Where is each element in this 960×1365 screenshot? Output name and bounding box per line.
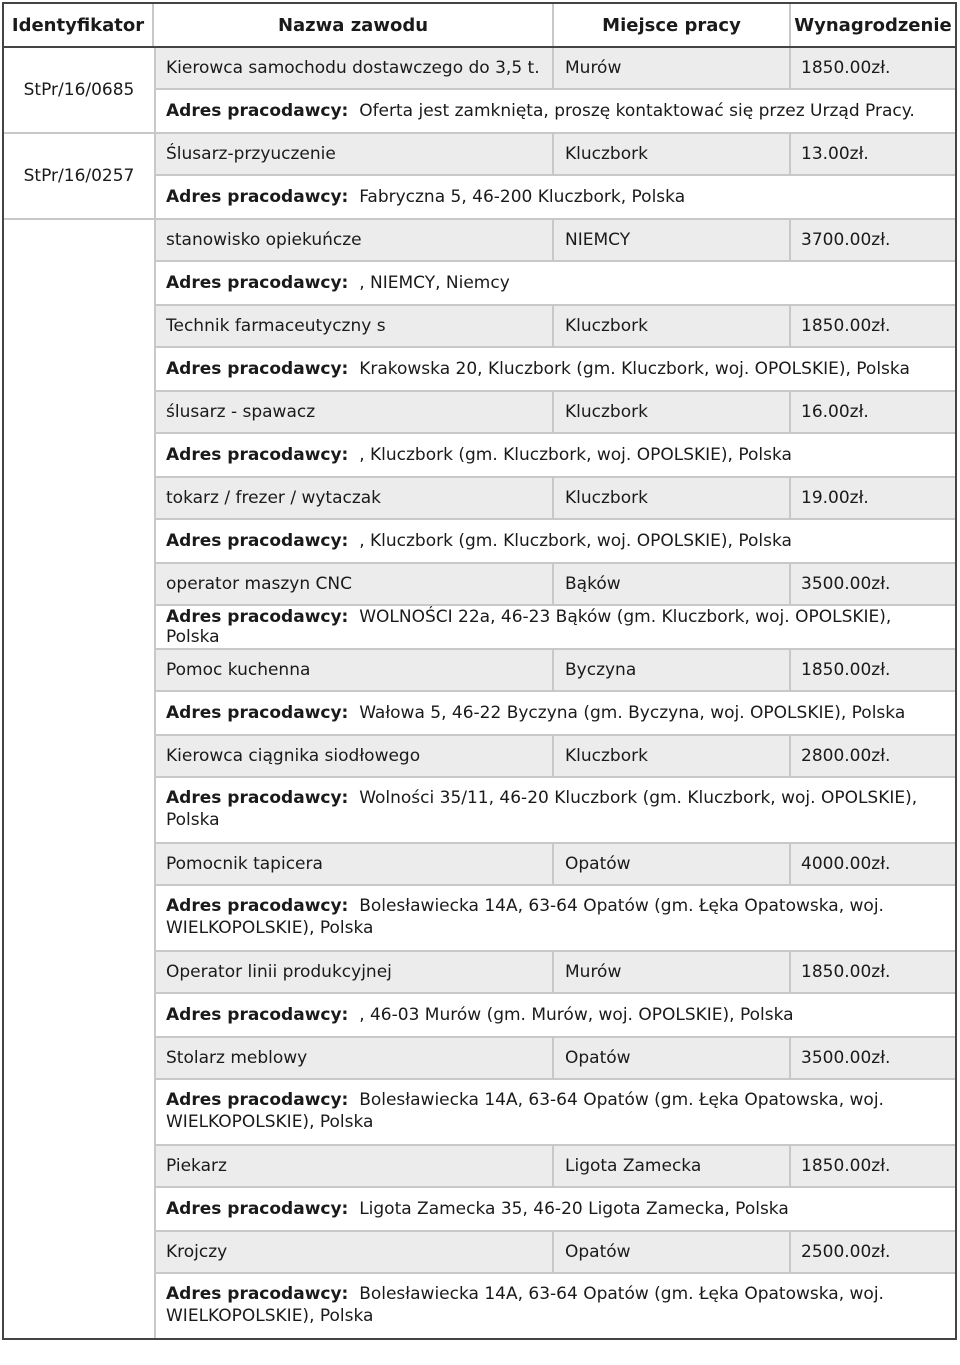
table-row: [156, 844, 955, 886]
offer-entry: [156, 392, 955, 478]
job-salary: 3500.00zł.: [801, 574, 891, 594]
employer-address: [166, 531, 792, 551]
employer-address-row: [156, 606, 955, 648]
offer-entry: [156, 478, 955, 564]
employer-address: [166, 607, 945, 647]
job-salary: 13.00zł.: [801, 144, 869, 164]
offer-entry: [156, 564, 955, 650]
offer-entry: [156, 134, 955, 218]
offer-entry: [156, 952, 955, 1038]
employer-address-text: Ligota Zamecka 35, 46-20 Ligota Zamecka, Polska: [359, 1199, 789, 1219]
offer-identifier: StPr/16/0257: [4, 134, 156, 218]
offer-group-body: [156, 134, 955, 218]
job-name: Krojczy: [156, 1232, 554, 1272]
employer-address: [166, 273, 510, 293]
job-workplace: Murów: [554, 48, 791, 88]
job-workplace: Opatów: [554, 1038, 791, 1078]
offer-entry: [156, 1232, 955, 1338]
employer-address-row: [156, 994, 955, 1036]
header-salary: Wynagrodzenie: [794, 14, 952, 36]
employer-address-label: Adres pracodawcy:: [166, 187, 349, 207]
table-row: [156, 220, 955, 262]
header-job-name: Nazwa zawodu: [154, 4, 554, 46]
employer-address-label: Adres pracodawcy:: [166, 1090, 349, 1110]
offer-entry: [156, 48, 955, 132]
table-row: [156, 1232, 955, 1274]
employer-address-row: [156, 886, 955, 950]
employer-address-label: Adres pracodawcy:: [166, 273, 349, 293]
employer-address-label: Adres pracodawcy:: [166, 703, 349, 723]
offer-group-body: [156, 48, 955, 132]
offer-entry: [156, 1146, 955, 1232]
job-workplace: Kluczbork: [554, 306, 791, 346]
job-name: Pomocnik tapicera: [156, 844, 554, 884]
employer-address: [166, 359, 910, 379]
table-row: [156, 1038, 955, 1080]
offer-entry: [156, 220, 955, 306]
employer-address: [166, 187, 685, 207]
table-row: [156, 48, 955, 90]
job-salary: 2800.00zł.: [801, 746, 891, 766]
employer-address-label: Adres pracodawcy:: [166, 531, 349, 551]
employer-address-text: , Kluczbork (gm. Kluczbork, woj. OPOLSKIE), Polska: [359, 531, 792, 551]
table-row: [156, 134, 955, 176]
job-workplace: Kluczbork: [554, 478, 791, 518]
table-row: [156, 736, 955, 778]
offer-identifier: StPr/16/0685: [4, 48, 156, 132]
employer-address-text: Krakowska 20, Kluczbork (gm. Kluczbork, woj. OPOLSKIE), Polska: [359, 359, 910, 379]
employer-address-row: [156, 520, 955, 562]
job-salary: 3700.00zł.: [801, 230, 891, 250]
job-name: Pomoc kuchenna: [156, 650, 554, 690]
job-name: Technik farmaceutyczny s: [156, 306, 554, 346]
employer-address-row: [156, 262, 955, 304]
employer-address-row: [156, 348, 955, 390]
job-salary: 19.00zł.: [801, 488, 869, 508]
job-workplace: Opatów: [554, 844, 791, 884]
employer-address-label: Adres pracodawcy:: [166, 359, 349, 379]
employer-address-text: Wałowa 5, 46-22 Byczyna (gm. Byczyna, woj. OPOLSKIE), Polska: [359, 703, 906, 723]
employer-address-text: Bolesławiecka 14A, 63-64 Opatów (gm. Łęka Opatowska, woj. WIELKOPOLSKIE), Polska: [166, 896, 884, 938]
job-workplace: Kluczbork: [554, 134, 791, 174]
employer-address-text: , 46-03 Murów (gm. Murów, woj. OPOLSKIE), Polska: [359, 1005, 794, 1025]
job-offers-table: [2, 2, 957, 1340]
employer-address-label: Adres pracodawcy:: [166, 1199, 349, 1219]
employer-address-label: Adres pracodawcy:: [166, 1005, 349, 1025]
employer-address-text: Wolności 35/11, 46-20 Kluczbork (gm. Kluczbork, woj. OPOLSKIE), Polska: [166, 788, 918, 830]
employer-address-row: [156, 692, 955, 734]
job-name: ślusarz - spawacz: [156, 392, 554, 432]
employer-address-row: [156, 90, 955, 132]
job-name: Kierowca ciągnika siodłowego: [156, 736, 554, 776]
employer-address: [166, 895, 945, 939]
employer-address-text: Bolesławiecka 14A, 63-64 Opatów (gm. Łęka Opatowska, woj. WIELKOPOLSKIE), Polska: [166, 1284, 884, 1326]
employer-address-row: [156, 1080, 955, 1144]
job-workplace: Murów: [554, 952, 791, 992]
offer-entry: [156, 306, 955, 392]
offer-group: [4, 48, 955, 134]
job-salary: 4000.00zł.: [801, 854, 891, 874]
employer-address-row: [156, 1188, 955, 1230]
job-workplace: Opatów: [554, 1232, 791, 1272]
employer-address-text: Bolesławiecka 14A, 63-64 Opatów (gm. Łęka Opatowska, woj. WIELKOPOLSKIE), Polska: [166, 1090, 884, 1132]
job-salary: 3500.00zł.: [801, 1048, 891, 1068]
offer-group: [4, 134, 955, 220]
employer-address: [166, 1005, 794, 1025]
header-workplace: Miejsce pracy: [554, 4, 791, 46]
job-workplace: Kluczbork: [554, 736, 791, 776]
employer-address-label: Adres pracodawcy:: [166, 896, 349, 916]
employer-address-row: [156, 1274, 955, 1338]
job-name: Operator linii produkcyjnej: [156, 952, 554, 992]
table-row: [156, 1146, 955, 1188]
offer-entry: [156, 736, 955, 844]
job-name: Piekarz: [156, 1146, 554, 1186]
job-name: Stolarz meblowy: [156, 1038, 554, 1078]
job-name: Kierowca samochodu dostawczego do 3,5 t.: [156, 48, 554, 88]
offer-group: [4, 220, 955, 1338]
table-body: [4, 48, 955, 1338]
employer-address-text: Oferta jest zamknięta, proszę kontaktować się przez Urząd Pracy.: [359, 101, 915, 121]
employer-address-text: , Kluczbork (gm. Kluczbork, woj. OPOLSKIE), Polska: [359, 445, 792, 465]
table-header: [4, 4, 955, 48]
employer-address: [166, 787, 945, 831]
employer-address-row: [156, 434, 955, 476]
employer-address-label: Adres pracodawcy:: [166, 607, 349, 627]
employer-address-label: Adres pracodawcy:: [166, 788, 349, 808]
employer-address: [166, 101, 915, 121]
header-identifier: Identyfikator: [4, 4, 154, 46]
job-name: stanowisko opiekuńcze: [156, 220, 554, 260]
job-workplace: Bąków: [554, 564, 791, 604]
offer-entry: [156, 844, 955, 952]
job-salary: 1850.00zł.: [801, 58, 891, 78]
job-workplace: Ligota Zamecka: [554, 1146, 791, 1186]
employer-address-text: , NIEMCY, Niemcy: [359, 273, 510, 293]
employer-address-label: Adres pracodawcy:: [166, 445, 349, 465]
offer-identifier: [4, 220, 156, 1338]
job-salary: 1850.00zł.: [801, 1156, 891, 1176]
employer-address: [166, 1283, 945, 1327]
employer-address-text: WOLNOŚCI 22a, 46-23 Bąków (gm. Kluczbork, woj. OPOLSKIE), Polska: [166, 607, 892, 647]
employer-address: [166, 445, 792, 465]
job-salary: 2500.00zł.: [801, 1242, 891, 1262]
offer-entry: [156, 1038, 955, 1146]
table-row: [156, 478, 955, 520]
employer-address-label: Adres pracodawcy:: [166, 1284, 349, 1304]
table-row: [156, 392, 955, 434]
job-workplace: NIEMCY: [554, 220, 791, 260]
table-row: [156, 650, 955, 692]
offer-entry: [156, 650, 955, 736]
offer-group-body: [156, 220, 955, 1338]
employer-address: [166, 703, 905, 723]
job-name: Ślusarz-przyuczenie: [156, 134, 554, 174]
table-row: [156, 952, 955, 994]
job-salary: 1850.00zł.: [801, 316, 891, 336]
job-salary: 16.00zł.: [801, 402, 869, 422]
job-name: operator maszyn CNC: [156, 564, 554, 604]
job-workplace: Kluczbork: [554, 392, 791, 432]
employer-address-label: Adres pracodawcy:: [166, 101, 349, 121]
employer-address-text: Fabryczna 5, 46-200 Kluczbork, Polska: [359, 187, 686, 207]
job-name: tokarz / frezer / wytaczak: [156, 478, 554, 518]
employer-address-row: [156, 176, 955, 218]
employer-address-row: [156, 778, 955, 842]
job-workplace: Byczyna: [554, 650, 791, 690]
job-salary: 1850.00zł.: [801, 962, 891, 982]
table-row: [156, 306, 955, 348]
employer-address: [166, 1199, 789, 1219]
employer-address: [166, 1089, 945, 1133]
table-row: [156, 564, 955, 606]
job-salary: 1850.00zł.: [801, 660, 891, 680]
